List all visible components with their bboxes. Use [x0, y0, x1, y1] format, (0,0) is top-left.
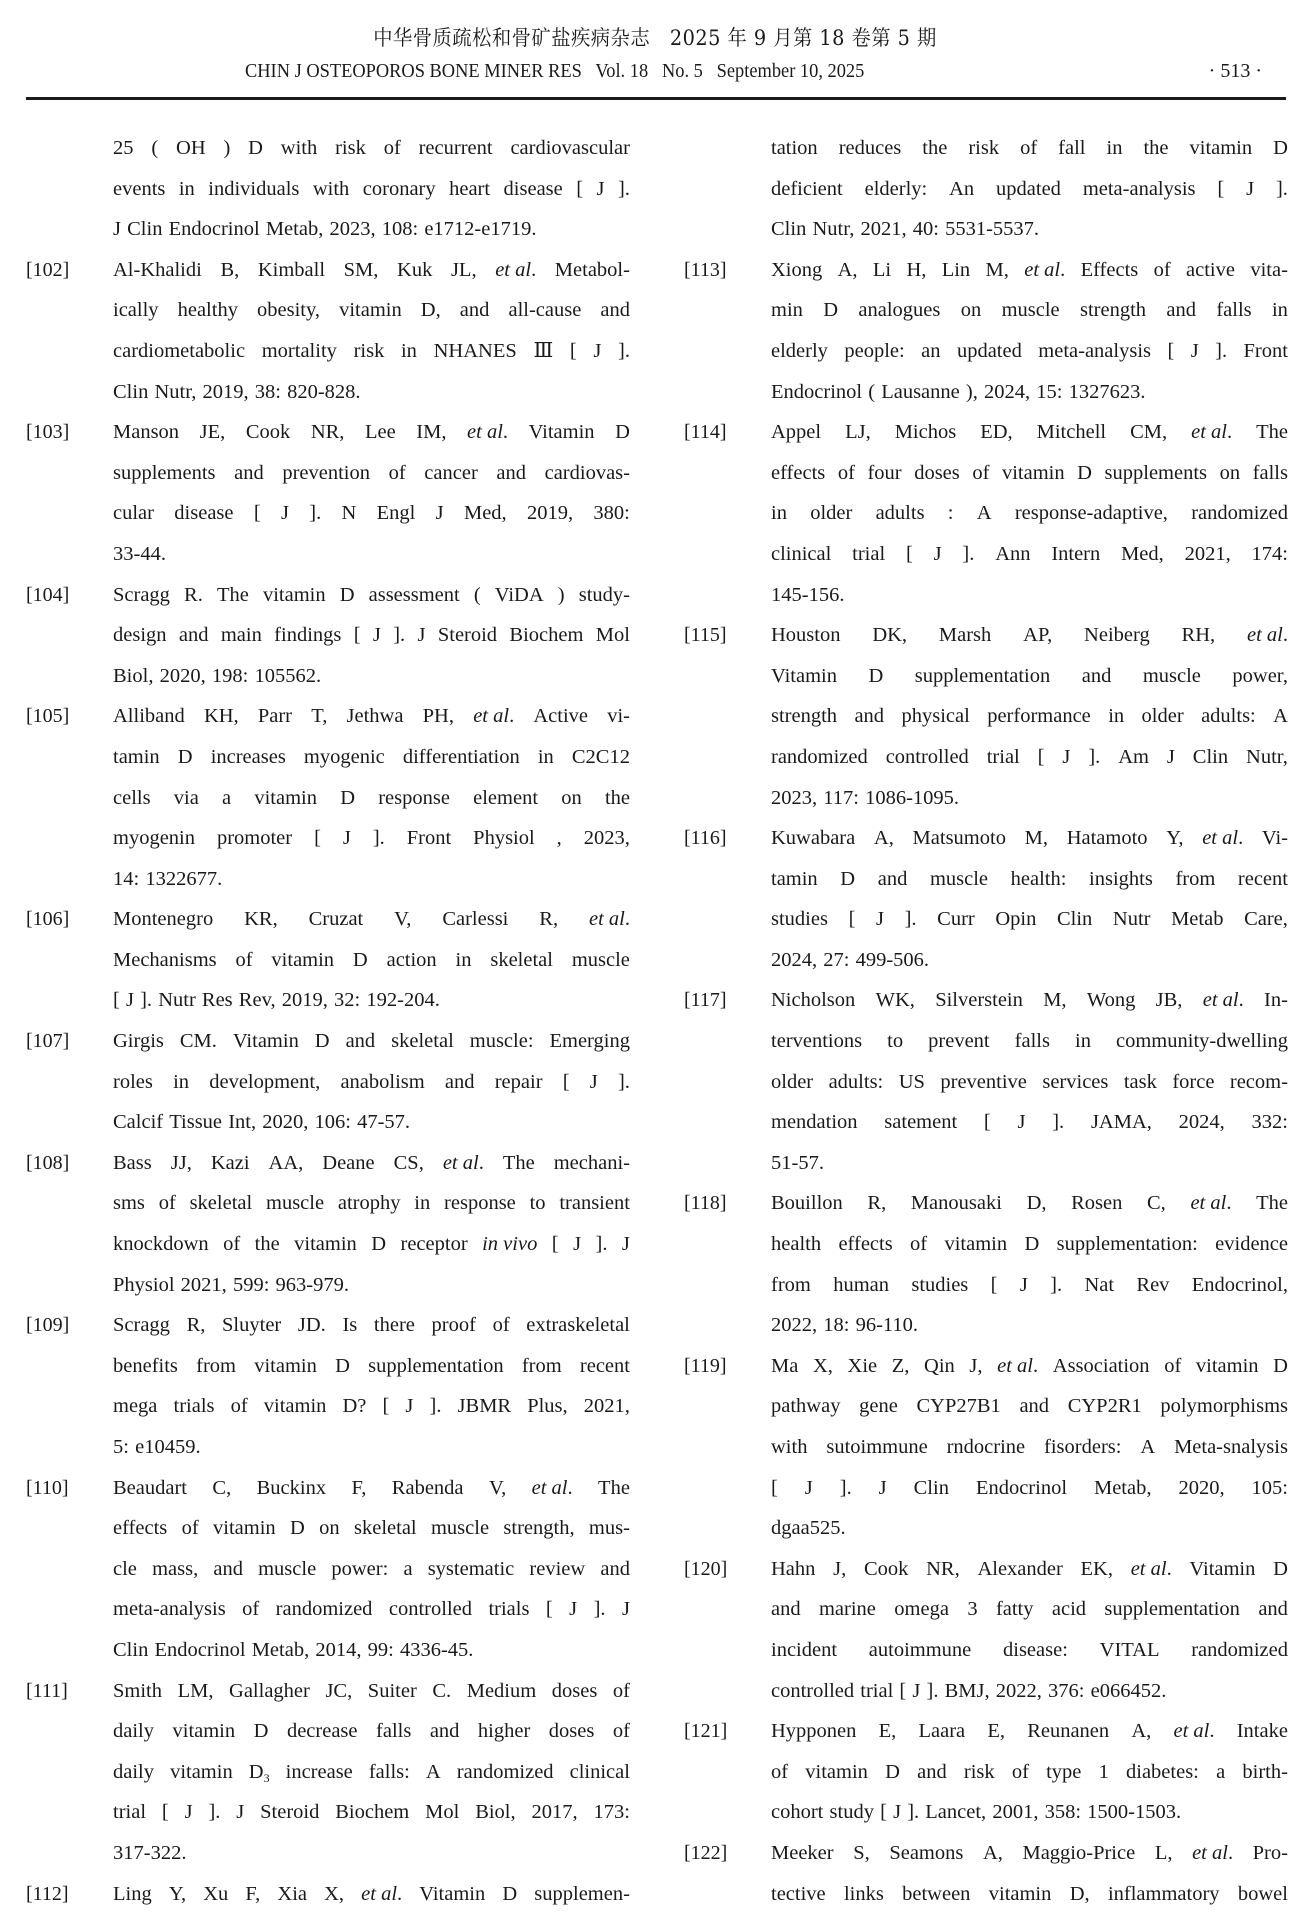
reference-line: 2024, 27: 499-506. [771, 948, 930, 971]
reference-line: Nicholson WK, Silverstein M, Wong JB, et al. In- [771, 989, 1288, 1012]
reference-line: effects of four doses of vitamin D supplements on falls [771, 461, 1288, 484]
reference-column-right [684, 128, 1288, 1914]
reference-line: studies [ J ]. Curr Opin Clin Nutr Metab Care, [771, 908, 1288, 931]
reference-entry [684, 818, 1288, 980]
reference-number: [106] [26, 908, 70, 931]
reference-line: with sutoimmune rndocrine fisorders: A Meta-snalysis [771, 1436, 1288, 1458]
reference-line: supplements and prevention of cancer and cardiovas- [113, 461, 630, 484]
reference-line: meta-analysis of randomized controlled trials [ J ]. J [113, 1598, 630, 1621]
reference-text [113, 128, 630, 250]
reference-text [113, 1468, 630, 1671]
reference-text [113, 1305, 630, 1467]
reference-entry [684, 1833, 1288, 1914]
reference-line: Alliband KH, Parr T, Jethwa PH, et al. Active vi- [113, 705, 630, 728]
reference-text [771, 615, 1288, 818]
reference-text [113, 1143, 630, 1305]
reference-text [771, 1549, 1288, 1711]
reference-number: [120] [684, 1557, 728, 1580]
reference-text [113, 1671, 630, 1874]
reference-line: Manson JE, Cook NR, Lee IM, et al. Vitamin D [113, 421, 630, 444]
reference-text [113, 250, 630, 412]
reference-text [113, 1021, 630, 1143]
reference-line: Bass JJ, Kazi AA, Deane CS, et al. The mechani- [113, 1151, 630, 1174]
reference-line: Bouillon R, Manousaki D, Rosen C, et al. The [771, 1192, 1288, 1215]
header-divider [26, 97, 1286, 100]
reference-line: 51-57. [771, 1151, 824, 1174]
reference-line: Houston DK, Marsh AP, Neiberg RH, et al. [771, 624, 1288, 647]
reference-line: daily vitamin D decrease falls and higher doses of [113, 1720, 630, 1743]
reference-line: daily vitamin $D_3$ increase falls: A randomized clinical [113, 1760, 630, 1785]
reference-line: events in individuals with coronary heart disease [ J ]. [113, 177, 630, 200]
reference-text [771, 1711, 1288, 1833]
reference-number: [118] [684, 1192, 727, 1215]
reference-entry [684, 980, 1288, 1183]
reference-line: [ J ]. J Clin Endocrinol Metab, 2020, 105: [771, 1476, 1288, 1499]
reference-line: Biol, 2020, 198: 105562. [113, 664, 322, 687]
reference-text [771, 250, 1288, 412]
reference-text [113, 696, 630, 899]
reference-text [771, 412, 1288, 615]
reference-number: [105] [26, 705, 70, 728]
reference-text [113, 1874, 630, 1915]
reference-line: Ling Y, Xu F, Xia X, et al. Vitamin D supplemen- [113, 1882, 630, 1905]
reference-number: [116] [684, 827, 727, 850]
reference-number: [110] [26, 1476, 69, 1499]
reference-line: clinical trial [ J ]. Ann Intern Med, 2021, 174: [771, 542, 1288, 565]
reference-entry [26, 1468, 630, 1671]
reference-line: cardiometabolic mortality risk in NHANES Ⅲ [ J ]. [113, 339, 630, 362]
reference-line: Calcif Tissue Int, 2020, 106: 47-57. [113, 1111, 411, 1134]
reference-line: Ma X, Xie Z, Qin J, et al. Association of vitamin D [771, 1354, 1288, 1377]
reference-column-left [26, 128, 630, 1914]
reference-line: 33-44. [113, 542, 166, 565]
reference-line: 25 ( OH ) D with risk of recurrent cardiovascular [113, 137, 630, 159]
reference-number: [114] [684, 421, 727, 444]
reference-line: benefits from vitamin D supplementation from recent [113, 1354, 630, 1377]
reference-number: [115] [684, 624, 727, 647]
reference-line: min D analogues on muscle strength and falls in [771, 299, 1288, 322]
reference-line: health effects of vitamin D supplementation: evidence [771, 1233, 1288, 1256]
reference-line: J Clin Endocrinol Metab, 2023, 108: e1712-e1719. [113, 218, 537, 241]
reference-entry [26, 1021, 630, 1143]
reference-line: Scragg R. The vitamin D assessment ( ViDA ) study- [113, 583, 630, 606]
reference-line: 5: e10459. [113, 1436, 201, 1458]
reference-entry [26, 899, 630, 1021]
reference-line: Kuwabara A, Matsumoto M, Hatamoto Y, et al. Vi- [771, 827, 1288, 850]
reference-line: older adults: US preventive services task force recom- [771, 1070, 1288, 1093]
reference-line: 2022, 18: 96-110. [771, 1314, 919, 1337]
reference-entry [26, 1874, 630, 1915]
reference-line: Xiong A, Li H, Lin M, et al. Effects of active vita- [771, 258, 1288, 281]
reference-entry [684, 1183, 1288, 1345]
reference-line: trial [ J ]. J Steroid Biochem Mol Biol, 2017, 173: [113, 1801, 630, 1824]
reference-line: Hypponen E, Laara E, Reunanen A, et al. Intake [771, 1720, 1288, 1743]
journal-title-chinese: 中华骨质疏松和骨矿盐疾病杂志 2025 年 9 月第 18 卷第 5 期 [373, 26, 937, 50]
reference-line: Clin Nutr, 2019, 38: 820-828. [113, 380, 361, 403]
reference-number: [109] [26, 1314, 70, 1337]
journal-title-english: CHIN J OSTEOPOROS BONE MINER RES Vol. 18 No. 5 September 10, 2025 [245, 60, 865, 82]
reference-line: tamin D increases myogenic differentiation in C2C12 [113, 745, 630, 768]
reference-line: terventions to prevent falls in community-dwelling [771, 1030, 1288, 1053]
reference-entry [26, 128, 630, 250]
reference-entry [26, 696, 630, 899]
reference-line: sms of skeletal muscle atrophy in response to transient [113, 1192, 630, 1215]
reference-line: Endocrinol ( Lausanne ), 2024, 15: 1327623. [771, 380, 1146, 403]
reference-number: [111] [26, 1679, 68, 1702]
reference-entry [684, 1711, 1288, 1833]
reference-line: from human studies [ J ]. Nat Rev Endocrinol, [771, 1273, 1288, 1296]
reference-line: Clin Endocrinol Metab, 2014, 99: 4336-45. [113, 1638, 474, 1661]
reference-line: randomized controlled trial [ J ]. Am J Clin Nutr, [771, 745, 1288, 768]
reference-text [771, 980, 1288, 1183]
reference-entry [26, 412, 630, 574]
reference-line: incident autoimmune disease: VITAL randomized [771, 1638, 1288, 1661]
reference-line: cells via a vitamin D response element on the [113, 786, 630, 809]
reference-entry [26, 1305, 630, 1467]
reference-line: cle mass, and muscle power: a systematic review and [113, 1557, 630, 1580]
reference-text [113, 899, 630, 1021]
reference-line: tation reduces the risk of fall in the vitamin D [771, 137, 1288, 159]
reference-line: mega trials of vitamin D? [ J ]. JBMR Plus, 2021, [113, 1395, 630, 1418]
reference-line: myogenin promoter [ J ]. Front Physiol , 2023, [113, 827, 630, 850]
reference-line: Vitamin D supplementation and muscle power, [771, 664, 1288, 687]
reference-line: tective links between vitamin D, inflammatory bowel [771, 1882, 1288, 1905]
reference-entry [26, 1143, 630, 1305]
reference-text [771, 1346, 1288, 1549]
reference-line: 317-322. [113, 1841, 187, 1864]
reference-line: Al-Khalidi B, Kimball SM, Kuk JL, et al. Metabol- [113, 258, 630, 281]
reference-text [771, 128, 1288, 250]
reference-number: [117] [684, 989, 727, 1012]
reference-line: pathway gene CYP27B1 and CYP2R1 polymorphisms [771, 1395, 1288, 1418]
reference-text [113, 412, 630, 574]
reference-line: [ J ]. Nutr Res Rev, 2019, 32: 192-204. [113, 989, 440, 1012]
reference-line: strength and physical performance in older adults: A [771, 705, 1288, 728]
reference-line: 14: 1322677. [113, 867, 223, 890]
reference-line: roles in development, anabolism and repair [ J ]. [113, 1070, 630, 1093]
reference-number: [112] [26, 1882, 69, 1905]
reference-number: [122] [684, 1841, 728, 1864]
reference-line: Scragg R, Sluyter JD. Is there proof of extraskeletal [113, 1314, 630, 1337]
reference-entry [684, 615, 1288, 818]
reference-line: in older adults : A response-adaptive, randomized [771, 502, 1288, 525]
reference-line: knockdown of the vitamin D receptor in vivo [ J ]. J [113, 1233, 630, 1256]
reference-line: cular disease [ J ]. N Engl J Med, 2019, 380: [113, 502, 630, 525]
reference-entry [684, 128, 1288, 250]
reference-number: [104] [26, 583, 70, 606]
reference-number: [119] [684, 1354, 727, 1377]
reference-entry [26, 575, 630, 697]
reference-line: Hahn J, Cook NR, Alexander EK, et al. Vitamin D [771, 1557, 1288, 1580]
reference-line: Mechanisms of vitamin D action in skeletal muscle [113, 948, 630, 971]
reference-entry [684, 250, 1288, 412]
reference-line: tamin D and muscle health: insights from recent [771, 867, 1288, 890]
reference-line: Appel LJ, Michos ED, Mitchell CM, et al. The [771, 421, 1288, 444]
reference-line: dgaa525. [771, 1517, 846, 1540]
reference-line: Smith LM, Gallagher JC, Suiter C. Medium doses of [113, 1679, 630, 1702]
reference-line: design and main findings [ J ]. J Steroid Biochem Mol [113, 624, 630, 647]
reference-line: effects of vitamin D on skeletal muscle strength, mus- [113, 1517, 630, 1540]
page-number: · 513 · [1208, 60, 1262, 82]
running-header [0, 0, 1310, 100]
reference-entry [26, 250, 630, 412]
reference-line: Girgis CM. Vitamin D and skeletal muscle: Emerging [113, 1030, 630, 1053]
reference-number: [107] [26, 1030, 70, 1053]
reference-line: 145-156. [771, 583, 845, 606]
reference-line: controlled trial [ J ]. BMJ, 2022, 376: e066452. [771, 1679, 1167, 1702]
reference-line: Montenegro KR, Cruzat V, Carlessi R, et al. [113, 908, 630, 931]
reference-number: [102] [26, 258, 70, 281]
reference-line: 2023, 117: 1086-1095. [771, 786, 960, 809]
reference-entry [26, 1671, 630, 1874]
reference-line: Physiol 2021, 599: 963-979. [113, 1273, 349, 1296]
reference-number: [121] [684, 1720, 728, 1743]
reference-line: ically healthy obesity, vitamin D, and all-cause and [113, 299, 630, 322]
reference-text [113, 575, 630, 697]
reference-line: and marine omega 3 fatty acid supplementation and [771, 1598, 1288, 1621]
reference-line: cohort study [ J ]. Lancet, 2001, 358: 1500-1503. [771, 1801, 1182, 1824]
reference-line: elderly people: an updated meta-analysis [ J ]. Front [771, 339, 1288, 362]
reference-entry [684, 1549, 1288, 1711]
reference-line: deficient elderly: An updated meta-analysis [ J ]. [771, 177, 1288, 200]
reference-number: [103] [26, 421, 70, 444]
reference-line: mendation satement [ J ]. JAMA, 2024, 332: [771, 1111, 1288, 1134]
reference-entry [684, 1346, 1288, 1549]
reference-entry [684, 412, 1288, 615]
reference-line: Beaudart C, Buckinx F, Rabenda V, et al. The [113, 1476, 630, 1499]
reference-line: Clin Nutr, 2021, 40: 5531-5537. [771, 218, 1040, 241]
reference-number: [108] [26, 1151, 70, 1174]
reference-text [771, 818, 1288, 980]
reference-number: [113] [684, 258, 727, 281]
reference-text [771, 1833, 1288, 1914]
reference-text [771, 1183, 1288, 1345]
reference-line: Meeker S, Seamons A, Maggio-Price L, et al. Pro- [771, 1841, 1288, 1864]
reference-line: of vitamin D and risk of type 1 diabetes: a birth- [771, 1760, 1288, 1783]
